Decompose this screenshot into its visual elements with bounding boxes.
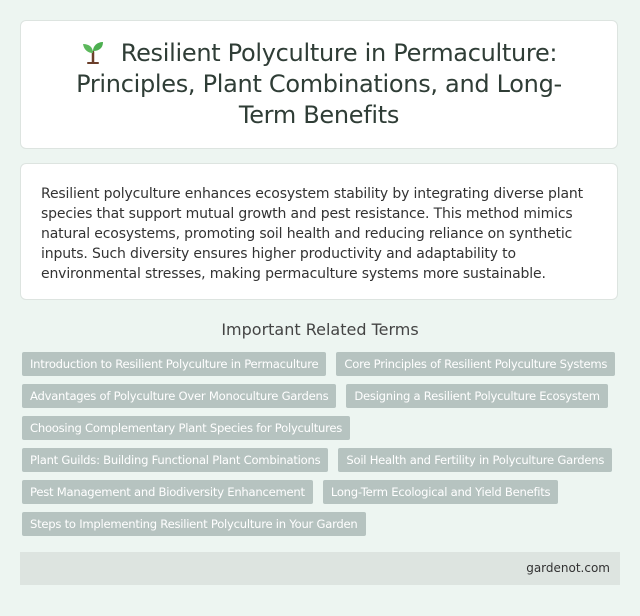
page-title: Resilient Polyculture in Permaculture: Principles, Plant Combinations, and Long-Term Benefits [76, 39, 562, 129]
related-term-tag[interactable]: Core Principles of Resilient Polyculture Systems [336, 352, 615, 376]
related-term-tag[interactable]: Choosing Complementary Plant Species for Polycultures [22, 416, 350, 440]
related-term-tag[interactable]: Advantages of Polyculture Over Monoculture Gardens [22, 384, 336, 408]
related-term-tag[interactable]: Introduction to Resilient Polyculture in Permaculture [22, 352, 326, 376]
title-card [20, 20, 618, 149]
intro-text: Resilient polyculture enhances ecosystem stability by integrating diverse plant species that support mutual growth and pest resistance. This method mimics natural ecosystems, promoting soil health and reducing reliance on synthetic inputs. Such diversity ensures higher productivity and adaptability to environmental stresses, making permaculture systems more sustainable. [41, 186, 583, 282]
related-term-tag[interactable]: Soil Health and Fertility in Polyculture Gardens [338, 448, 612, 472]
site-name[interactable]: gardenot.com [526, 561, 610, 575]
related-term-tag[interactable]: Pest Management and Biodiversity Enhancement [22, 480, 313, 504]
related-term-tag[interactable]: Steps to Implementing Resilient Polyculture in Your Garden [22, 512, 366, 536]
related-term-tag[interactable]: Plant Guilds: Building Functional Plant Combinations [22, 448, 328, 472]
seedling-icon [81, 40, 105, 64]
related-term-tag[interactable]: Designing a Resilient Polyculture Ecosystem [346, 384, 607, 408]
related-term-tag[interactable]: Long-Term Ecological and Yield Benefits [323, 480, 559, 504]
intro-card [20, 163, 618, 300]
related-terms-list [22, 352, 622, 536]
related-terms-heading: Important Related Terms [221, 320, 419, 339]
page-title-container [54, 38, 584, 131]
footer [20, 552, 620, 585]
